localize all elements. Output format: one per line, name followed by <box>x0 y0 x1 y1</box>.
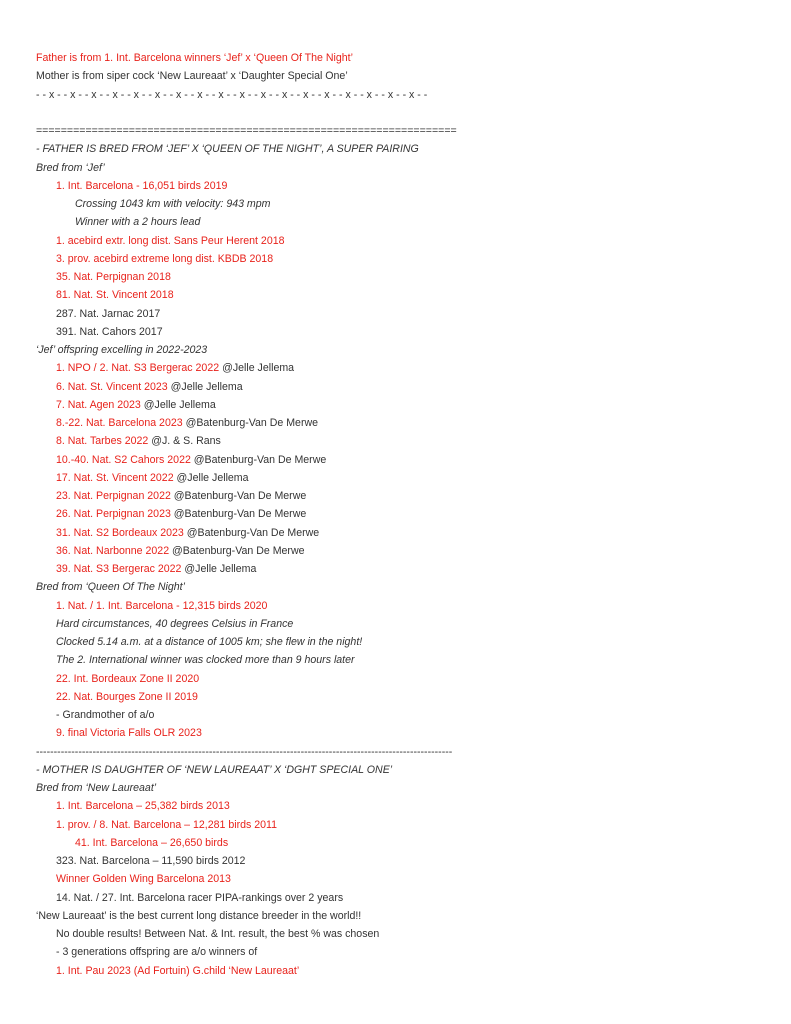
line-text: Bred from ‘New Laureaat’ <box>36 782 157 794</box>
text-line <box>56 654 355 667</box>
text-line <box>56 289 174 302</box>
line-text: 1. Nat. / 1. Int. Barcelona - 12,315 birds 2020 <box>56 599 268 612</box>
line-text: Hard circumstances, 40 degrees Celsius in France <box>56 617 294 630</box>
line-text: Bred from ‘Jef’ <box>36 161 105 174</box>
line-text: No double results! Between Nat. & Int. result, the best % was chosen <box>56 928 380 940</box>
line-text: 1. NPO / 2. Nat. S3 Bergerac 2022 <box>56 362 220 375</box>
line-text: 22. Int. Bordeaux Zone II 2020 <box>56 672 200 685</box>
text-line <box>36 910 361 923</box>
text-line <box>36 581 185 594</box>
text-line <box>56 508 306 521</box>
text-line <box>56 563 256 576</box>
line-text: 10.-40. Nat. S2 Cahors 2022 <box>56 453 191 466</box>
text-line <box>56 636 362 649</box>
line-text: Bred from ‘Queen Of The Night’ <box>36 581 185 594</box>
text-line <box>56 308 160 321</box>
line-suffix: @Jelle Jellema <box>181 563 257 575</box>
text-line <box>56 892 343 905</box>
line-text: 8.-22. Nat. Barcelona 2023 <box>56 417 183 429</box>
line-text: 9. final Victoria Falls OLR 2023 <box>56 727 202 740</box>
text-line <box>56 946 257 959</box>
line-text: Crossing 1043 km with velocity: 943 mpm <box>75 198 271 210</box>
line-text: 287. Nat. Jarnac 2017 <box>56 307 161 320</box>
line-text: Father is from 1. Int. Barcelona winners ‘Jef’ x ‘Queen Of The Night’ <box>36 52 353 64</box>
text-line <box>56 472 249 485</box>
line-text: 6. Nat. St. Vincent 2023 <box>56 380 168 393</box>
line-text: 17. Nat. St. Vincent 2022 <box>56 471 174 484</box>
text-line <box>36 89 427 102</box>
line-text: The 2. International winner was clocked more than 9 hours later <box>56 654 355 667</box>
line-suffix: @Jelle Jellema <box>173 471 249 484</box>
line-text: 1. acebird extr. long dist. Sans Peur Herent 2018 <box>56 234 285 247</box>
text-line <box>36 125 457 138</box>
line-text: - MOTHER IS DAUGHTER OF ‘NEW LAUREAAT’ X ‘DGHT SPECIAL ONE’ <box>36 763 393 776</box>
line-text: 1. Int. Barcelona - 16,051 birds 2019 <box>56 179 228 192</box>
line-text: 39. Nat. S3 Bergerac 2022 <box>56 563 182 575</box>
text-line <box>56 819 277 832</box>
text-line <box>56 873 231 886</box>
text-line <box>56 435 221 448</box>
text-line <box>75 216 200 229</box>
line-text: 36. Nat. Narbonne 2022 <box>56 544 170 557</box>
line-text: 26. Nat. Perpignan 2023 <box>56 508 171 521</box>
line-text: - FATHER IS BRED FROM ‘JEF’ X ‘QUEEN OF THE NIGHT’, A SUPER PAIRING <box>36 143 419 156</box>
line-text: 14. Nat. / 27. Int. Barcelona racer PIPA-rankings over 2 years <box>56 891 344 904</box>
line-suffix: @J. & S. Rans <box>148 435 221 448</box>
line-text: 3. prov. acebird extreme long dist. KBDB 2018 <box>56 252 274 265</box>
text-line <box>75 837 228 850</box>
line-text: - - x - - x - - x - - x - - x - - x - - x - - x - - x - - x - - x - - x - - x - - x - - x - - x - - x - - x - - <box>36 88 428 101</box>
text-line <box>56 928 379 941</box>
text-line <box>56 545 304 558</box>
line-text: 41. Int. Barcelona – 26,650 birds <box>75 836 229 849</box>
line-suffix: @Batenburg-Van De Merwe <box>170 490 307 502</box>
text-line <box>36 52 353 65</box>
text-line <box>56 326 163 339</box>
line-text: 1. prov. / 8. Nat. Barcelona – 12,281 birds 2011 <box>56 818 278 831</box>
line-text: - 3 generations offspring are a/o winners of <box>56 946 258 959</box>
text-line <box>56 417 318 430</box>
text-line <box>56 855 245 868</box>
line-text: 323. Nat. Barcelona – 11,590 birds 2012 <box>56 855 246 867</box>
line-suffix: @Jelle Jellema <box>167 380 243 393</box>
text-line <box>36 764 392 777</box>
text-line <box>56 235 285 248</box>
line-text: - Grandmother of a/o <box>56 709 155 721</box>
text-line <box>56 527 319 540</box>
text-line <box>56 271 171 284</box>
text-line <box>56 180 227 193</box>
text-line <box>56 399 216 412</box>
line-text: ‘Jef’ offspring excelling in 2022-2023 <box>36 344 208 356</box>
text-line <box>56 800 230 813</box>
text-line <box>56 709 154 722</box>
line-text: Winner Golden Wing Barcelona 2013 <box>56 873 231 886</box>
text-line <box>36 782 156 795</box>
text-line <box>56 381 243 394</box>
text-line <box>36 344 207 357</box>
line-text: 1. Int. Barcelona – 25,382 birds 2013 <box>56 800 230 813</box>
text-line <box>36 70 348 83</box>
text-line <box>56 454 326 467</box>
line-text: 23. Nat. Perpignan 2022 <box>56 490 171 502</box>
line-suffix: @Jelle Jellema <box>140 398 216 411</box>
line-text: 8. Nat. Tarbes 2022 <box>56 435 149 448</box>
line-text: Clocked 5.14 a.m. at a distance of 1005 km; she flew in the night! <box>56 636 363 648</box>
text-line <box>56 490 306 503</box>
line-text: 7. Nat. Agen 2023 <box>56 398 141 411</box>
line-text: ---------------------------------------------------------------------------------------------------------------------- <box>36 745 453 758</box>
text-line <box>56 600 267 613</box>
text-line <box>36 746 452 759</box>
line-text: 22. Nat. Bourges Zone II 2019 <box>56 690 198 703</box>
text-line <box>36 162 105 175</box>
text-line <box>56 965 299 978</box>
line-text: 1. Int. Pau 2023 (Ad Fortuin) G.child ‘New Laureaat’ <box>56 964 300 977</box>
line-suffix: @Jelle Jellema <box>219 362 295 375</box>
line-suffix: @Batenburg-Van De Merwe <box>170 508 307 521</box>
line-text: 35. Nat. Perpignan 2018 <box>56 271 171 283</box>
line-suffix: @Batenburg-Van De Merwe <box>190 453 327 466</box>
line-suffix: @Batenburg-Van De Merwe <box>169 544 305 557</box>
line-text: Mother is from siper cock ‘New Laureaat’ x ‘Daughter Special One’ <box>36 70 348 83</box>
line-suffix: @Batenburg-Van De Merwe <box>183 526 320 539</box>
text-line <box>56 691 198 704</box>
text-line <box>56 618 293 631</box>
line-text: ==================================================================== <box>36 125 457 137</box>
text-line <box>56 362 294 375</box>
line-text: 31. Nat. S2 Bordeaux 2023 <box>56 526 184 539</box>
line-text: 81. Nat. St. Vincent 2018 <box>56 289 174 302</box>
line-suffix: @Batenburg-Van De Merwe <box>182 417 319 429</box>
line-text: ‘New Laureaat’ is the best current long distance breeder in the world!! <box>36 909 362 922</box>
line-text: Winner with a 2 hours lead <box>75 216 201 229</box>
text-line <box>56 727 202 740</box>
text-line <box>56 673 199 686</box>
line-text: 391. Nat. Cahors 2017 <box>56 325 163 338</box>
text-line <box>36 143 419 156</box>
text-line <box>75 198 270 211</box>
text-line <box>56 253 273 266</box>
